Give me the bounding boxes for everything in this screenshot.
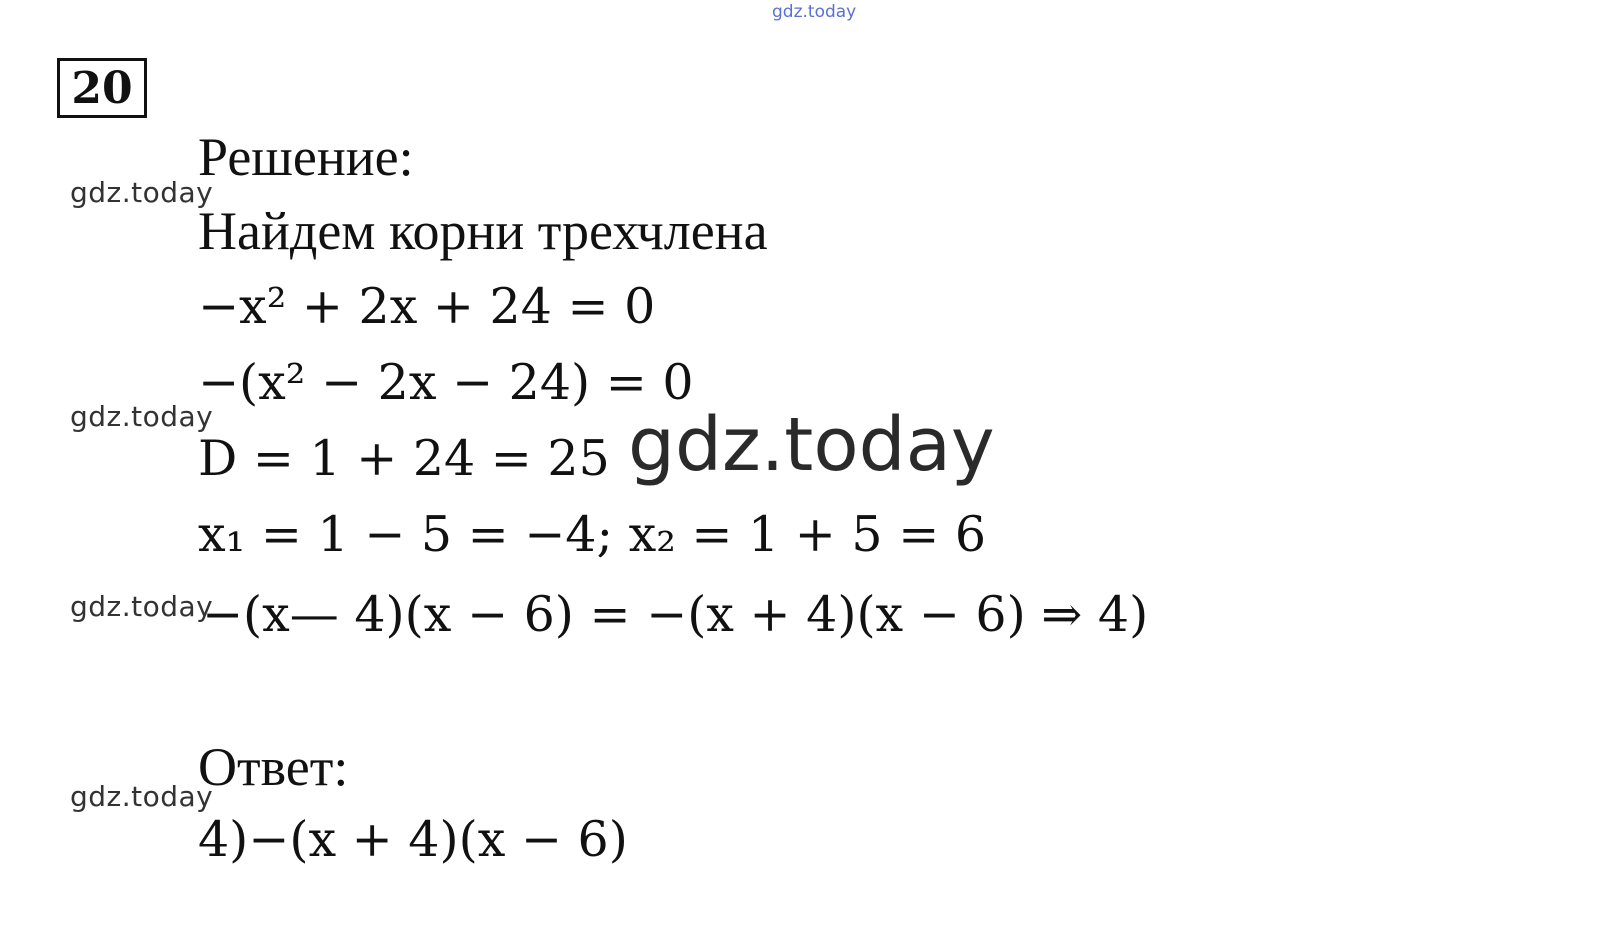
answer-value: 4)−(x + 4)(x − 6): [198, 811, 628, 868]
equation-roots: x₁ = 1 − 5 = −4; x₂ = 1 + 5 = 6: [198, 506, 986, 563]
task-number: 20: [71, 62, 133, 114]
solution-heading: Решение:: [198, 127, 414, 187]
watermark-side-4: gdz.today: [70, 780, 214, 813]
solution-intro: Найдем корни трехчлена: [198, 201, 768, 261]
equation-1: −x² + 2x + 24 = 0: [198, 278, 656, 335]
watermark-side-2: gdz.today: [70, 400, 214, 433]
watermark-side-3: gdz.today: [70, 590, 214, 623]
watermark-top: gdz.today: [772, 2, 857, 22]
watermark-big: gdz.today: [628, 402, 995, 488]
equation-2: −(x² − 2x − 24) = 0: [198, 354, 694, 411]
answer-heading: Ответ:: [198, 737, 349, 797]
equation-factorization: −(x— 4)(x − 6) = −(x + 4)(x − 6) ⇒ 4): [202, 586, 1149, 643]
watermark-side-1: gdz.today: [70, 176, 214, 209]
task-number-box: [57, 58, 147, 118]
equation-discriminant: D = 1 + 24 = 25: [198, 430, 610, 487]
